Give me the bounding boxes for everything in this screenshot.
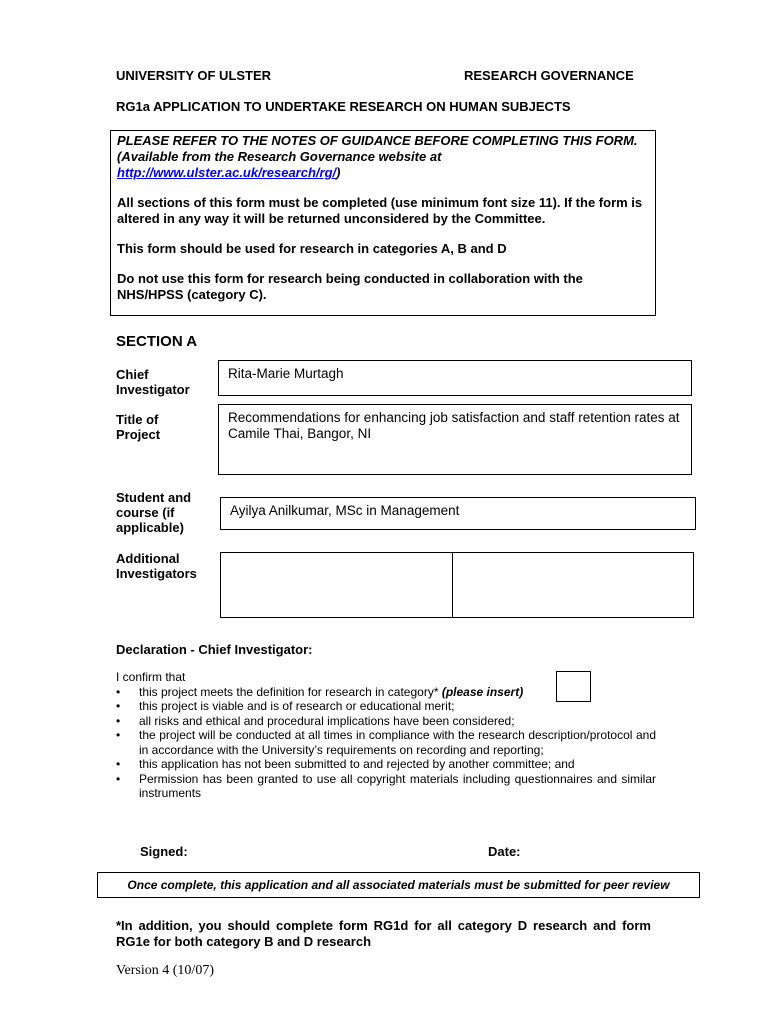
chief-investigator-field[interactable]: Rita-Marie Murtagh — [218, 360, 692, 396]
label-line: Additional — [116, 551, 180, 566]
list-item: • the project will be conducted at all times in compliance with the research description/protocol and in accordance with the University’s requirements on recording and reporting; — [116, 728, 656, 757]
label-line: Student and — [116, 490, 192, 505]
nhs-instruction: Do not use this form for research being conducted in collaboration with the NHS/HPSS (category C). — [117, 271, 583, 302]
completion-instruction: All sections of this form must be completed (use minimum font size 11). If the form is altered in any way it will be returned unconsidered by the Committee. — [117, 195, 643, 226]
list-item: • all risks and ethical and procedural implications have been considered; — [116, 714, 656, 729]
item-emphasis: (please insert) — [441, 684, 524, 699]
project-title-field[interactable]: Recommendations for enhancing job satisfaction and staff retention rates at Camile Thai, Bangor, NI — [218, 404, 692, 475]
guidance-line: PLEASE REFER TO THE NOTES OF GUIDANCE BEFORE COMPLETING THIS FORM. (Available from the Research Governance website at — [117, 133, 638, 164]
student-course-field[interactable]: Ayilya Anilkumar, MSc in Management — [220, 497, 696, 530]
label-line: applicable) — [116, 520, 184, 535]
additional-investigator-field-1[interactable] — [220, 552, 453, 618]
list-item: • this project is viable and is of research or educational merit; — [116, 699, 656, 714]
label-line: course (if — [116, 505, 175, 520]
student-course-label — [116, 490, 191, 535]
date-label: Date: — [488, 844, 521, 859]
form-title: RG1a APPLICATION TO UNDERTAKE RESEARCH ON HUMAN SUBJECTS — [116, 99, 571, 114]
label-line: Investigator — [116, 382, 190, 397]
declaration-intro: I confirm that — [116, 670, 186, 684]
submission-note-text: Once complete, this application and all associated materials must be submitted for peer review — [127, 878, 670, 892]
additional-investigator-field-2[interactable] — [452, 552, 694, 618]
signed-label: Signed: — [140, 844, 188, 859]
declaration-heading: Declaration - Chief Investigator: — [116, 642, 313, 657]
list-item: • this application has not been submitted to and rejected by another committee; and — [116, 757, 656, 772]
research-governance-link[interactable]: http://www.ulster.ac.uk/research/rg/ — [117, 165, 337, 180]
additional-investigators-label — [116, 551, 197, 581]
department-name: RESEARCH GOVERNANCE — [464, 68, 634, 83]
category-input-box[interactable] — [556, 671, 591, 702]
label-line: Title of — [116, 412, 159, 427]
guidance-close: ) — [336, 165, 341, 180]
chief-investigator-label — [116, 367, 190, 397]
project-title-label — [116, 412, 160, 442]
guidance-notice — [110, 130, 656, 316]
label-line: Project — [116, 427, 161, 442]
list-item: • Permission has been granted to use all copyright materials including questionnaires and similar instruments — [116, 772, 656, 801]
additional-forms-note: *In addition, you should complete form RG1d for all category D research and form RG1e for both category B and D research — [116, 918, 651, 949]
label-line: Investigators — [116, 566, 197, 581]
version-label: Version 4 (10/07) — [116, 963, 214, 978]
item-text: this project meets the definition for research in category* — [139, 684, 442, 699]
categories-instruction: This form should be used for research in categories A, B and D — [117, 241, 507, 256]
section-a-heading: SECTION A — [116, 333, 198, 350]
submission-note — [97, 872, 700, 898]
label-line: Chief — [116, 367, 149, 382]
university-name: UNIVERSITY OF ULSTER — [116, 68, 272, 83]
